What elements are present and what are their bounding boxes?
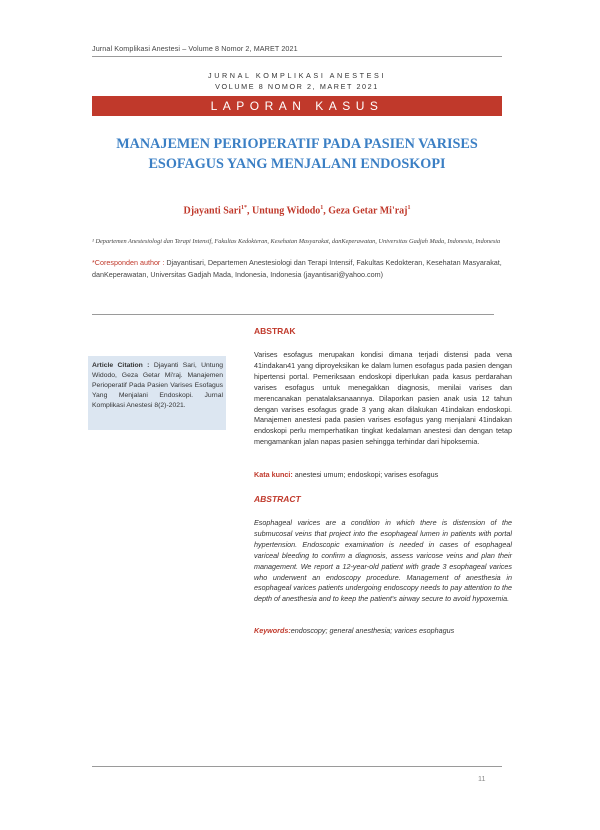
correspondence-label: *Coresponden author : <box>92 258 165 267</box>
keywords-values: endoscopy; general anesthesia; varices esophagus <box>290 626 455 635</box>
author-name: Untung Widodo <box>251 205 321 217</box>
kata-kunci <box>254 470 512 479</box>
journal-name: JURNAL KOMPLIKASI ANESTESI <box>208 71 386 80</box>
abstrak-heading: ABSTRAK <box>254 326 296 336</box>
author-name: Geza Getar Mi'raj <box>328 205 408 217</box>
kata-kunci-values: anestesi umum; endoskopi; varises esofagus <box>294 470 439 479</box>
section-divider <box>92 314 494 315</box>
author-affiliation-mark: 1* <box>240 205 247 211</box>
abstract-body: Esophageal varices are a condition in which there is distension of the submucosal veins that project into the esophageal lumen in patients with portal hypertension. Endoscopic examination is needed in cases of esophageal variceal bleeding to confirm a diagnosis, assess varicose veins and plan their management. We report a 12-year-old patient with grade 3 esophageal varices who underwent an endoscopy procedure. Management of anesthesia in esophageal varices patients undergoing endoscopy needs to pay attention to the depth of anesthesia and to keep the patient's airway secure to avoid hypoxemia. <box>254 518 512 604</box>
abstrak-body: Varises esofagus merupakan kondisi dimana terjadi distensi pada vena 41indakan41 yang diproyeksikan ke dalam lumen esofagus pada pasien dengan hipertensi portal. Pemeriksaan endoskopi diperlukan pada kasus perdarahan varises esofagus untuk menegakkan diagnosis, menilai varises dan merencanakan penatalaksanaannya. Dilaporkan pasien anak usia 12 tahun dengan varises esofagus grade 3 yang akan dilakukan 41indakan endoskopi. Manajemen anestesi pada pasien varises esofagus yang menjalani 41indakan endoskopi perlu memperhatikan tingkat kedalaman anestesi dan dengan tetap mengamankan jalan napas pasien sehingga terhindar dari hipoksemia. <box>254 350 512 447</box>
footer-divider <box>92 766 502 767</box>
article-citation-box <box>88 356 226 430</box>
keywords-label: Keywords: <box>254 626 291 635</box>
section-banner: LAPORAN KASUS <box>92 96 502 116</box>
author-name: Djayanti Sari <box>183 205 241 217</box>
journal-volume: VOLUME 8 NOMOR 2, MARET 2021 <box>215 82 379 91</box>
article-title: MANAJEMEN PERIOPERATIF PADA PASIEN VARISES ESOFAGUS YANG MENJALANI ENDOSKOPI <box>116 136 478 172</box>
correspondence-text: Djayantisari, Departemen Anestesiologi dan Terapi Intensif, Fakultas Kedokteran, Kesehatan Masyarakat, danKeperawatan, Universitas Gadjah Mada, Indonesia, Indonesia (jayantisari@yahoo.com) <box>92 258 502 279</box>
citation-text: Djayanti Sari, Untung Widodo, Geza Getar Mi'raj. Manajemen Perioperatif Pada Pasien Varises Esofagus Yang Menjalani Endoskopi. Jurnal Komplikasi Anestesi 8(2)-2021. <box>92 362 224 410</box>
keywords <box>254 626 512 635</box>
citation-label: Article Citation : <box>92 362 150 369</box>
kata-kunci-label: Kata kunci: <box>254 470 293 479</box>
author-affiliation-mark: 1 <box>407 205 411 211</box>
affiliation: ¹ Departemen Anestesiologi dan Terapi Intensif, Fakultas Kedokteran, Kesehatan Masyarakat, danKeperawatan, Universitas Gadjah Mada, Indonesia, Indonesia <box>92 238 501 245</box>
author-affiliation-mark: 1 <box>320 205 324 211</box>
page-number: 11 <box>478 774 486 783</box>
correspondence <box>92 257 502 280</box>
abstract-heading: ABSTRACT <box>254 494 301 504</box>
header-divider <box>92 56 502 57</box>
author-list: Djayanti Sari$^{1*}$, Untung Widodo$^1$, Geza Getar Mi'raj$^1$ <box>183 205 411 217</box>
running-header: Jurnal Komplikasi Anestesi – Volume 8 Nomor 2, MARET 2021 <box>92 44 298 53</box>
